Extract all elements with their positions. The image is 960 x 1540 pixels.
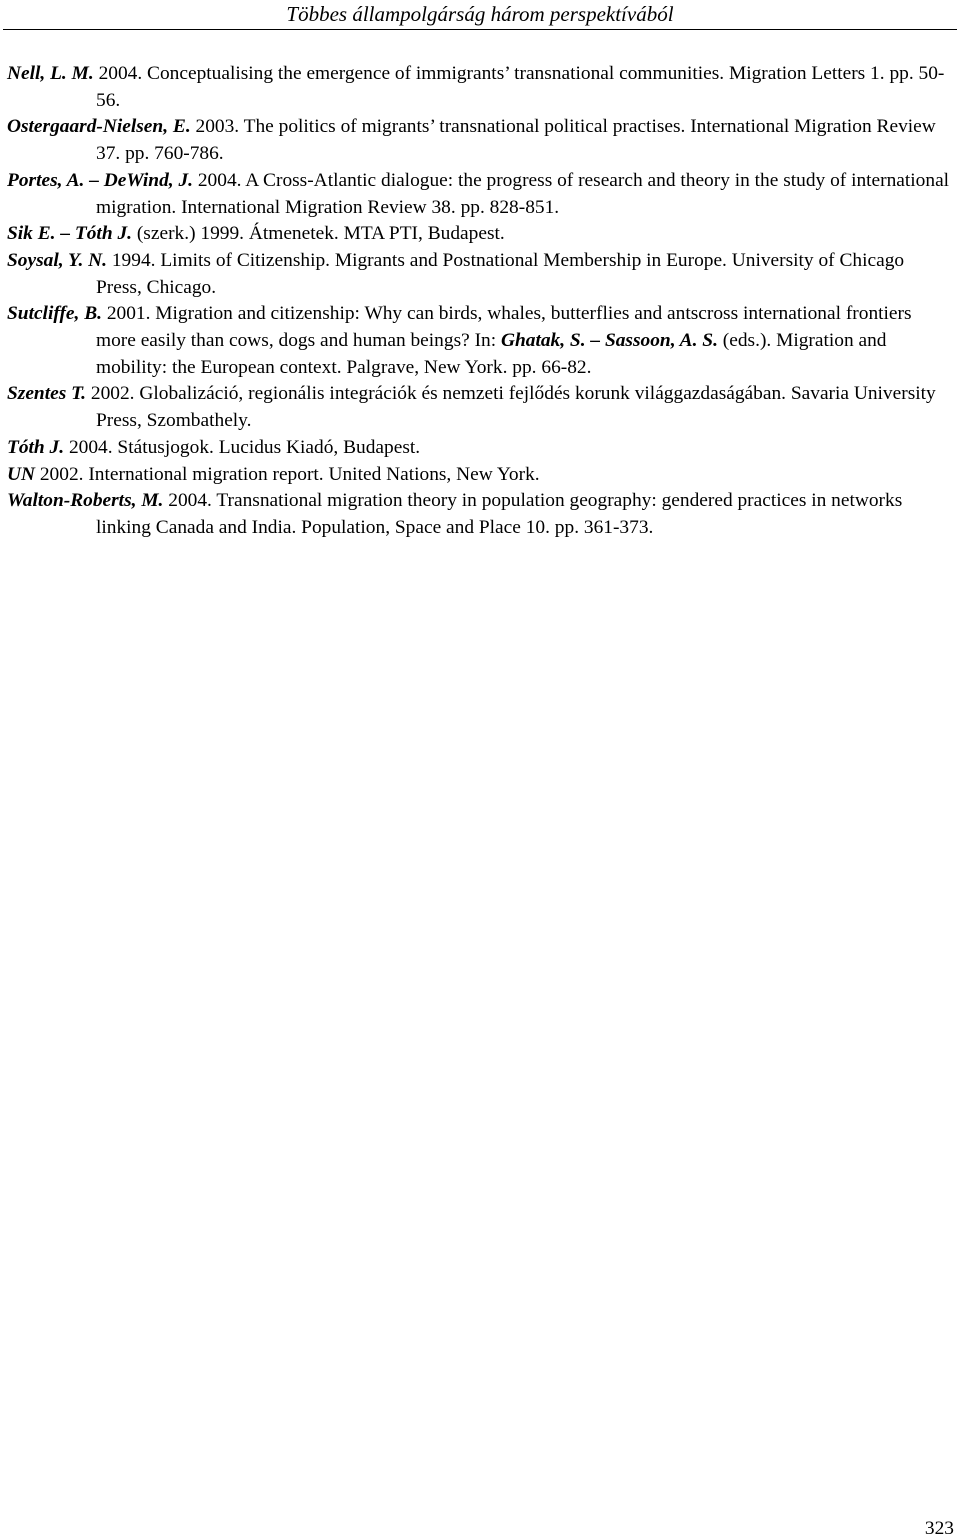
reference-text: (eds.). Migration and mobility: the European context. Palgrave, New York. pp. 66-82. bbox=[96, 330, 887, 378]
reference-entry-un bbox=[7, 462, 952, 489]
reference-text: 2001. Migration and citizenship: Why can birds, whales, butterflies and antscross international frontiers more easily than cows, dogs and human beings? In: bbox=[96, 303, 912, 352]
reference-entry-walton-roberts bbox=[7, 488, 952, 541]
reference-list bbox=[7, 61, 952, 542]
reference-author: Sik E. – Tóth J. bbox=[7, 223, 132, 245]
running-header: Többes állampolgárság három perspektívából bbox=[286, 2, 674, 26]
reference-text: 2004. Státusjogok. Lucidus Kiadó, Budapest. bbox=[64, 436, 421, 458]
reference-author: Soysal, Y. N. bbox=[7, 249, 108, 271]
reference-author: Nell, L. M. bbox=[7, 63, 94, 84]
reference-entry-ostergaard-nielsen bbox=[7, 114, 952, 167]
reference-text: 2004. Transnational migration theory in population geography: gendered practices in networks linking Canada and India. Population, Space and Place 10. pp. 361-373. bbox=[96, 490, 903, 538]
page-number: 323 bbox=[924, 1518, 954, 1539]
reference-editors: Ghatak, S. – Sassoon, A. S. bbox=[500, 330, 718, 352]
reference-entry-portes bbox=[7, 168, 952, 221]
reference-entry-nell bbox=[7, 61, 952, 114]
reference-text: 2002. Globalizáció, regionális integrációk és nemzeti fejlődés korunk világgazdaságában. Savaria University Press, Szombathely. bbox=[86, 383, 936, 432]
header-rule bbox=[3, 29, 957, 30]
reference-author: Walton-Roberts, M. bbox=[7, 490, 164, 512]
reference-text: 2004. Conceptualising the emergence of immigrants’ transnational communities. Migration Letters 1. pp. 50-56. bbox=[93, 63, 945, 111]
reference-text: 2002. International migration report. United Nations, New York. bbox=[35, 463, 540, 485]
reference-entry-toth bbox=[7, 435, 952, 462]
reference-entry-soysal bbox=[7, 248, 952, 301]
reference-text: 1994. Limits of Citizenship. Migrants and Postnational Membership in Europe. University of Chicago Press, Chicago. bbox=[96, 249, 905, 298]
reference-entry-sik bbox=[7, 221, 952, 248]
reference-author: UN bbox=[7, 463, 36, 485]
reference-entry-szentes bbox=[7, 381, 952, 434]
reference-author: Sutcliffe, B. bbox=[7, 303, 102, 325]
reference-author: Tóth J. bbox=[7, 436, 65, 458]
reference-text: 2003. The politics of migrants’ transnational political practises. International Migration Review 37. pp. 760-786. bbox=[96, 116, 936, 165]
reference-author: Portes, A. – DeWind, J. bbox=[7, 169, 194, 191]
reference-text: 2004. A Cross-Atlantic dialogue: the progress of research and theory in the study of international migration. International Migration Review 38. pp. 828-851. bbox=[96, 169, 950, 218]
reference-entry-sutcliffe bbox=[7, 301, 952, 381]
reference-author: Ostergaard-Nielsen, E. bbox=[7, 116, 191, 138]
reference-text: (szerk.) 1999. Átmenetek. MTA PTI, Budapest. bbox=[132, 223, 505, 245]
reference-author: Szentes T. bbox=[7, 383, 87, 405]
